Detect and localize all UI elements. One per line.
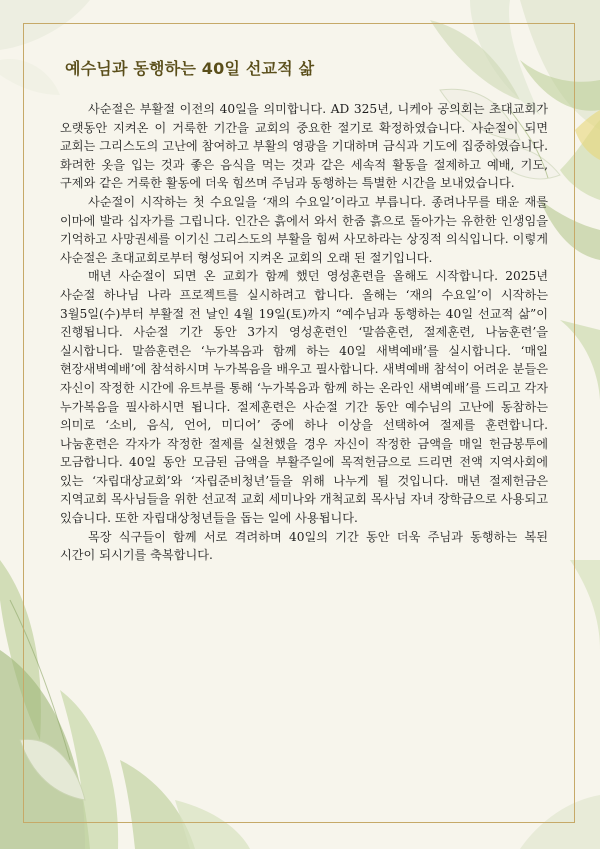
paragraph-2: 사순절이 시작하는 첫 수요일을 ‘재의 수요일’이라고 부릅니다. 종려나무를 태운 재를 이마에 발라 십자가를 그립니다. 인간은 흙에서 와서 한줌 흙으로 돌아가는 유한한 인생임을 기억하고 사망권세를 이기신 그리스도의 부활을 힘써 사모하라는 상징적 의식입니다. 이렇게 사순절은 초대교회로부터 형성되어 지켜온 교회의 오래 된 절기입니다. bbox=[60, 194, 548, 265]
body-text bbox=[60, 100, 548, 565]
paragraph-4: 목장 식구들이 함께 서로 격려하며 40일의 기간 동안 더욱 주님과 동행하는 복된 시간이 되시기를 축복합니다. bbox=[60, 529, 548, 563]
paragraph-1: 사순절은 부활절 이전의 40일을 의미합니다. AD 325년, 니케아 공의회는 초대교회가 오랫동안 지켜온 이 거룩한 기간을 교회의 중요한 절기로 확정하였습니다. 사순절이 되면 교회는 그리스도의 고난에 참여하고 부활의 영광을 기대하며 금식과 기도에 집중하였습니다. 화려한 옷을 입는 것과 좋은 음식을 먹는 것과 같은 세속적 활동을 절제하고 예배, 기도, 구제와 같은 거룩한 활동에 더욱 힘쓰며 주님과 동행하는 특별한 시간을 보내었습니다. bbox=[60, 102, 548, 191]
paragraph-3: 매년 사순절이 되면 온 교회가 함께 했던 영성훈련을 올해도 시작합니다. 2025년 사순절 하나님 나라 프로젝트를 실시하려고 합니다. 올해는 ‘재의 수요일’이 시작하는 3월5일(수)부터 부활절 전 날인 4월 19일(토)까지 “예수님과 동행하는 40일 선교적 삶”이 진행됩니다. 사순절 기간 동안 3가지 영성훈련인 ‘말씀훈련, 절제훈련, 나눔훈련’을 실시합니다. 말씀훈련은 ‘누가복음과 함께 하는 40일 새벽예배’를 실시합니다. ‘매일 현장새벽예배’에 참석하시며 누가복음을 배우고 필사합니다. 새벽예배 참석이 어려운 분들은 자신이 작정한 시간에 유트부를 통해 ‘누가복음과 함께 하는 온라인 새벽예배’를 드리고 각자 누가복음을 필사하시면 됩니다. 절제훈련은 사순절 기간 동안 예수님의 고난에 동참하는 의미로 ‘소비, 음식, 언어, 미디어’ 중에 하나 이상을 선택하여 절제를 훈련합니다. 나눔훈련은 각자가 작정한 절제를 실천했을 경우 자신이 작정한 금액을 매일 헌금봉투에 모금합니다. 40일 동안 모금된 금액을 부활주일에 목적헌금으로 드리면 전액 지역사회에 있는 ‘자립대상교회’와 ‘자립준비청년’들을 위해 나누게 될 것입니다. 매년 절제헌금은 지역교회 목사님들을 위한 선교적 교회 세미나와 개척교회 목사님 자녀 장학금으로 사용되고 있습니다. 또한 자립대상청년들을 돕는 일에 사용됩니다. bbox=[60, 269, 548, 526]
page-title: 예수님과 동행하는 40일 선교적 삶 bbox=[65, 59, 315, 78]
